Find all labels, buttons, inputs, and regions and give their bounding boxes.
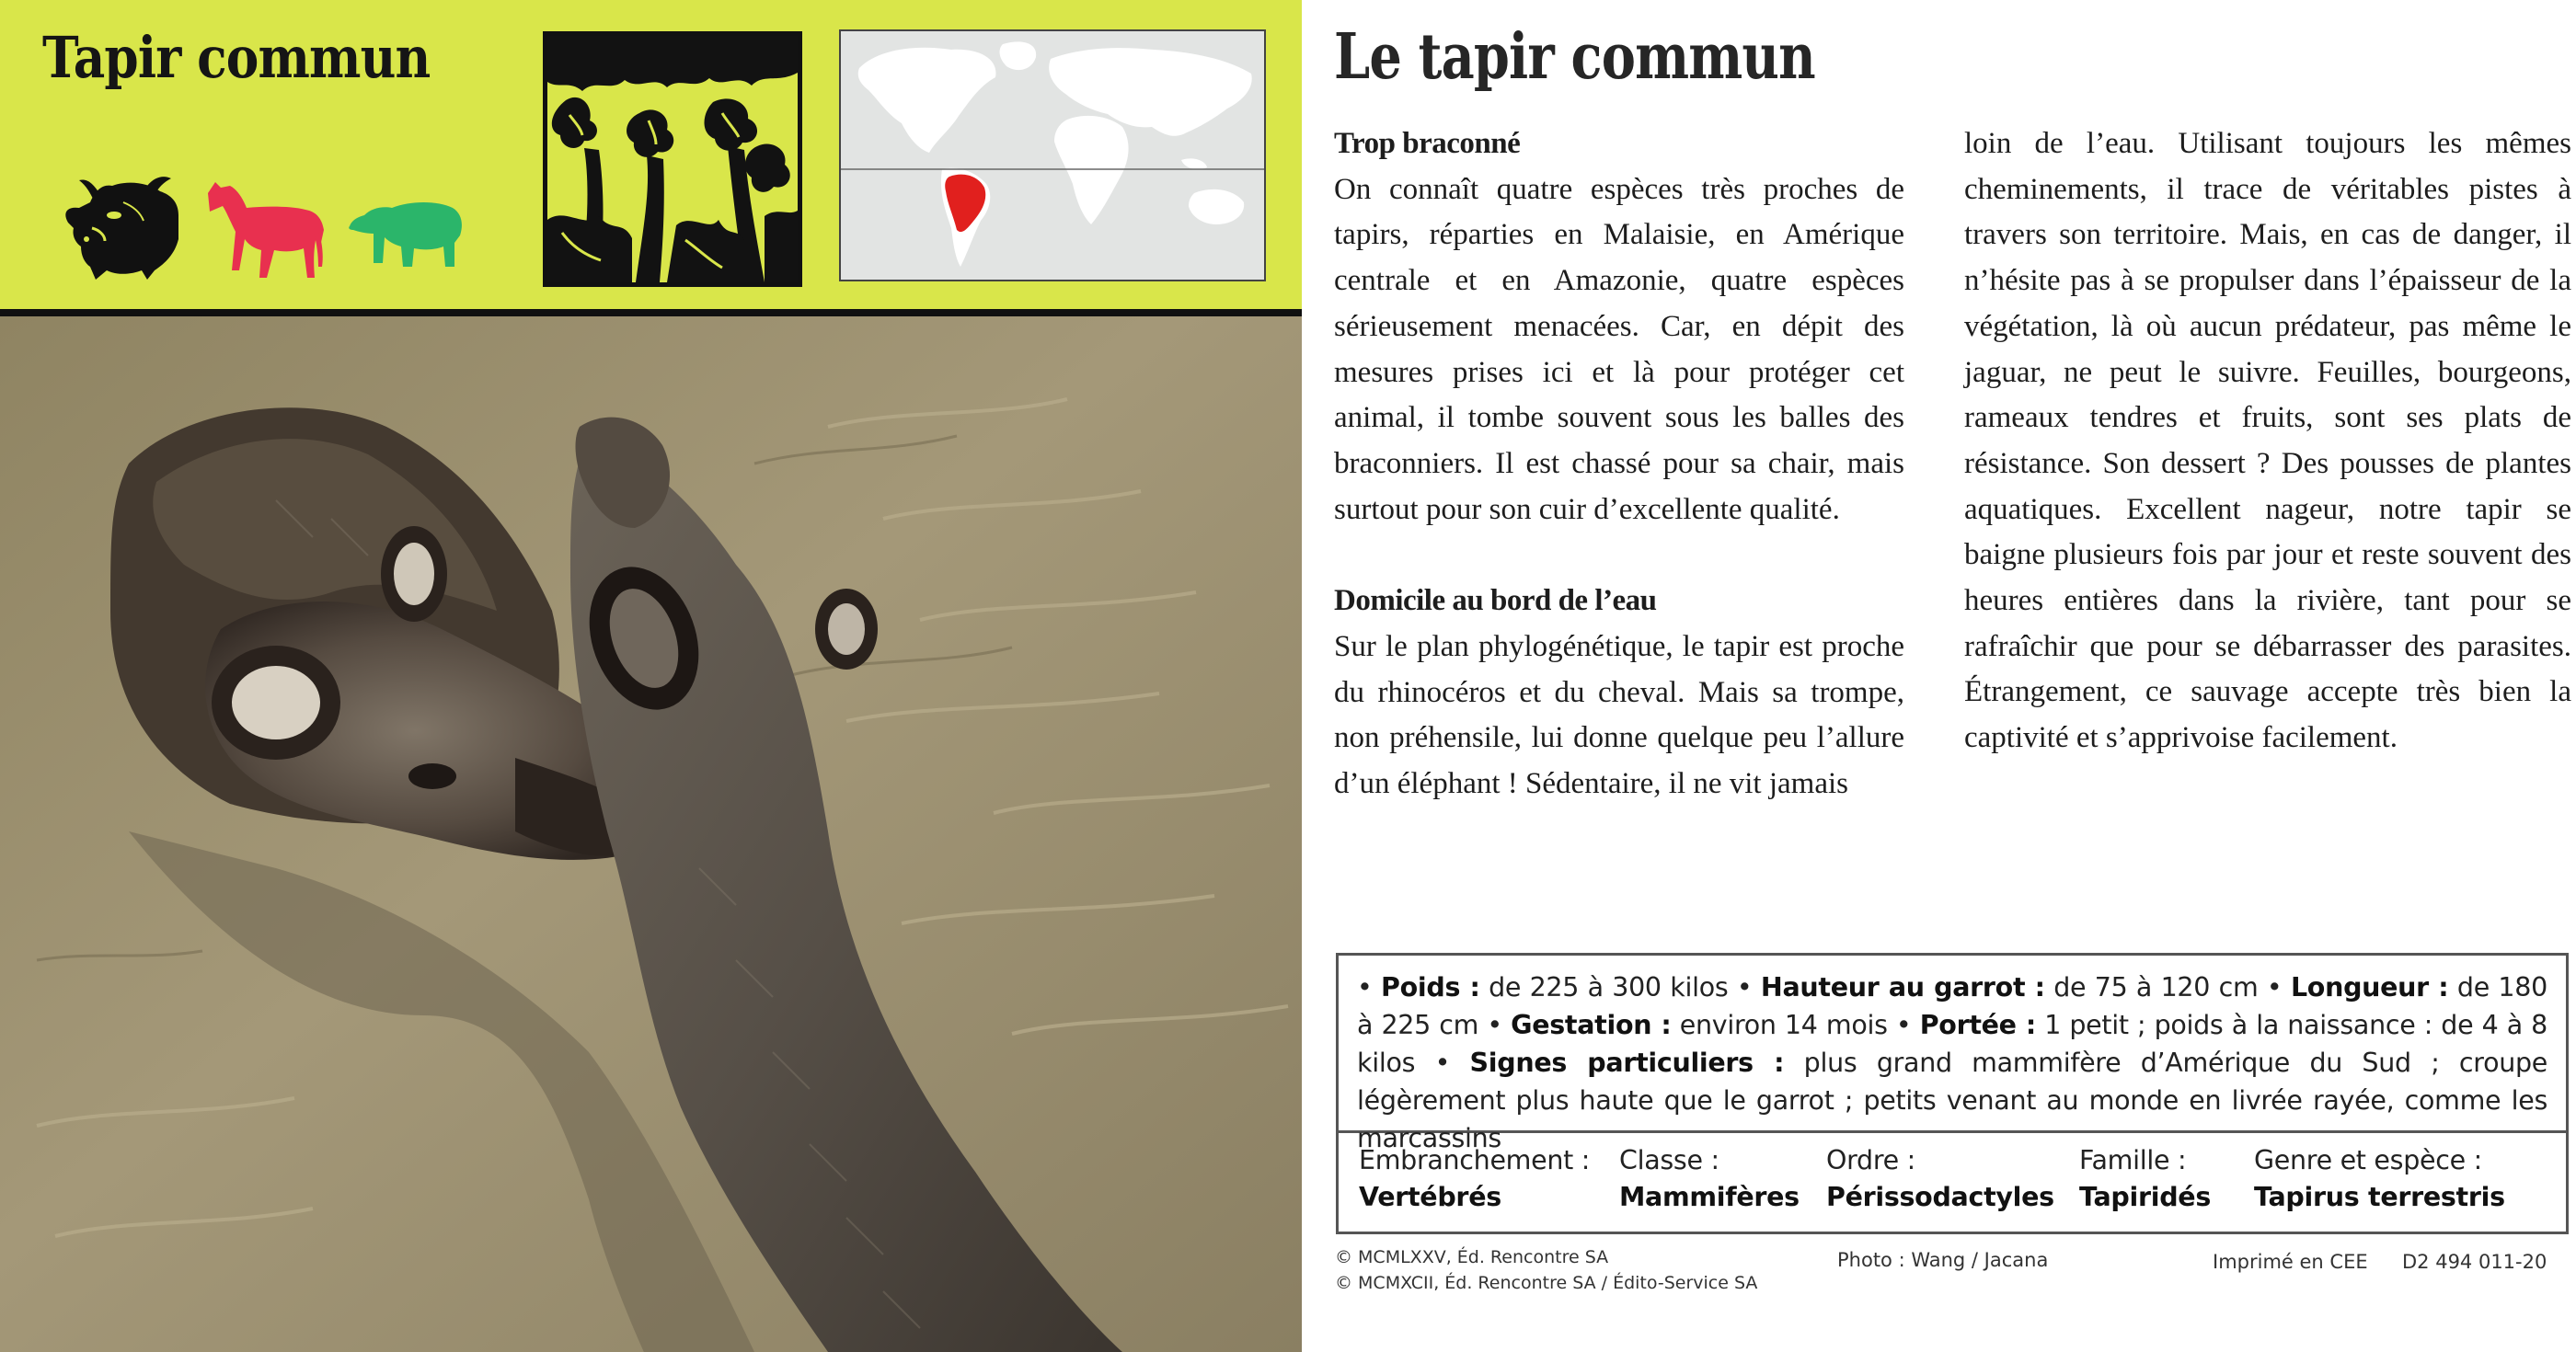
horse-icon [202, 175, 328, 285]
fact-value-longueur: de 180 à 225 cm [1357, 972, 2547, 1040]
classification-label: Famille : [2079, 1145, 2187, 1175]
article-title: Le tapir commun [1334, 20, 1815, 94]
classification-label: Classe : [1619, 1145, 1719, 1175]
classification-value: Périssodactyles [1826, 1182, 2054, 1212]
fact-value-hauteur: de 75 à 120 cm [2053, 972, 2259, 1003]
cow-icon [59, 175, 184, 285]
classification-ordre [1826, 1142, 2054, 1216]
copyright-1: © MCMLXXV, Éd. Rencontre SA [1335, 1247, 1609, 1267]
photo-credit: Photo : Wang / Jacana [1837, 1249, 2049, 1271]
rainforest-habitat-icon [543, 31, 802, 287]
tapir-icon [346, 175, 466, 285]
fact-value-signes: plus grand mammifère d’Amérique du Sud ; croupe légèrement plus haute que le garrot ; petits venant au monde en livrée rayée, comme les marcassins [1357, 1048, 2548, 1153]
distribution-map [839, 29, 1266, 281]
article-column-1 [1334, 121, 1904, 808]
classification-famille [2079, 1142, 2211, 1216]
fact-value-gestation: environ 14 mois [1679, 1010, 1888, 1040]
printed-in: Imprimé en CEE [2213, 1251, 2368, 1273]
fact-label-hauteur: Hauteur au garrot : [1760, 972, 2045, 1003]
fact-value-portee: 1 petit ; poids à la naissance : de 4 à 8 kilos [1357, 1010, 2547, 1078]
article-column-2 [1964, 121, 2571, 762]
section-text-domicile: Sur le plan phylogénétique, le tapir est proche du rhinocéros et du cheval. Mais sa trompe, non préhensile, lui donne quelque peu l’allure d’un éléphant ! Sédentaire, il ne vit jamais [1334, 630, 1904, 801]
header-title: Tapir commun [42, 24, 431, 91]
classification-value: Vertébrés [1359, 1182, 1501, 1212]
fact-label-signes: Signes particuliers : [1469, 1048, 1785, 1078]
copyright-2: © MCMXCII, Éd. Rencontre SA / Édito-Service SA [1335, 1273, 1758, 1293]
classification-value: Tapirus terrestris [2254, 1182, 2505, 1212]
card-code: D2 494 011-20 [2402, 1251, 2547, 1273]
fact-label-portee: Portée : [1919, 1010, 2036, 1040]
section-title-domicile: Domicile au bord de l’eau [1334, 584, 1657, 618]
classification-embranchement [1359, 1142, 1590, 1216]
facts-box [1336, 953, 2569, 1153]
bullet: • [1895, 1010, 1912, 1040]
classification-label: Genre et espèce : [2254, 1145, 2482, 1175]
classification-label: Embranchement : [1359, 1145, 1591, 1175]
classification-label: Ordre : [1826, 1145, 1915, 1175]
classification-genre-espece [2254, 1142, 2505, 1216]
section-text-continued: loin de l’eau. Utilisant toujours les mêmes cheminements, il trace de véritables pistes à travers son territoire. Mais, en cas de danger, il n’hésite pas à se propulser dans l’épaisseur de la végétation, là où aucun prédateur, pas même le jaguar, ne peut le suivre. Feuilles, bourgeons, rameaux tendres et fruits, sont ses plats de résistance. Son dessert ? Des pousses de plantes aquatiques. Excellent nageur, notre tapir se baigne plusieurs fois par jour et reste souvent des heures entières dans la rivière, tant pour se rafraîchir que pour se débarrasser des parasites. Étrangement, ce sauvage accepte très bien la captivité et s’apprivoise facilement. [1964, 127, 2571, 755]
section-text-trop-braconne: On connaît quatre espèces très proches de tapirs, réparties en Malaisie, en Amérique centrale et en Amazonie, quatre espèces sérieusement menacées. Car, en dépit des mesures prises ici et là pour protéger cet animal, il tombe souvent sous les balles des braconniers. Il est chassé pour sa chair, mais surtout pour son cuir d’excellente qualité. [1334, 172, 1904, 526]
bullet: • [1357, 972, 1373, 1003]
fact-label-longueur: Longueur : [2290, 972, 2449, 1003]
bullet: • [2266, 972, 2283, 1003]
bullet: • [1736, 972, 1753, 1003]
classification-value: Mammifères [1619, 1182, 1800, 1212]
bullet: • [1434, 1048, 1451, 1078]
article-panel [1302, 0, 2576, 1352]
fact-label-poids: Poids : [1381, 972, 1480, 1003]
classification-value: Tapiridés [2079, 1182, 2211, 1212]
fact-label-gestation: Gestation : [1511, 1010, 1672, 1040]
section-title-trop-braconne: Trop braconné [1334, 127, 1521, 160]
classification-box [1336, 1133, 2569, 1234]
tapir-photo [0, 316, 1302, 1352]
fact-value-poids: de 225 à 300 kilos [1489, 972, 1729, 1003]
classification-classe [1619, 1142, 1800, 1216]
bullet: • [1487, 1010, 1502, 1040]
card-header [0, 0, 1302, 316]
